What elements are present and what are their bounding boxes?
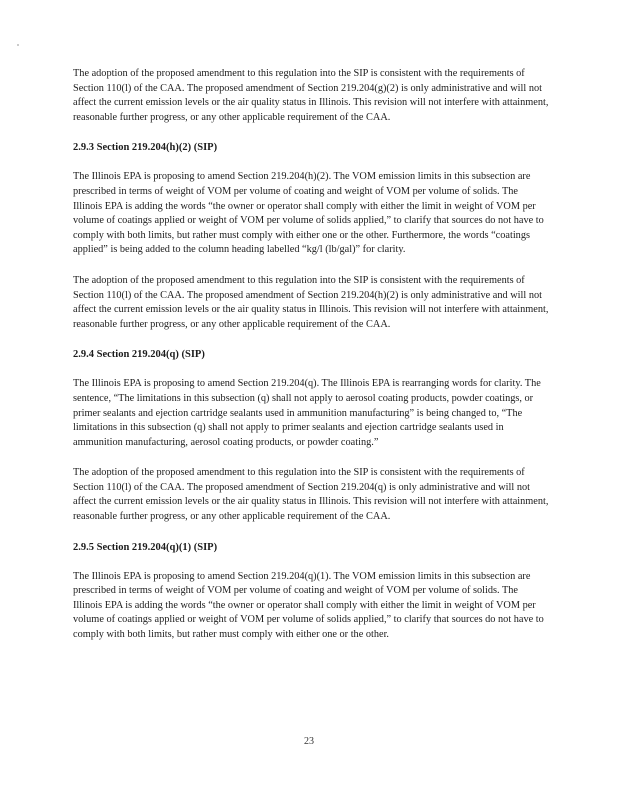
page-body bbox=[73, 67, 549, 659]
page-number: 23 bbox=[304, 736, 314, 747]
paragraph-sip-consistency-g2: The adoption of the proposed amendment to this regulation into the SIP is consistent with the requirements of Section 110(l) of the CAA. The proposed amendment of Section 219.204(g)(2) is only administrative and will not affect the current emission levels or the air quality status in Illinois. This revision will not interfere with attainment, reasonable further progress, or any other applicable requirement of the CAA. bbox=[73, 68, 549, 123]
paragraph-sip-consistency-h2: The adoption of the proposed amendment to this regulation into the SIP is consistent with the requirements of Section 110(l) of the CAA. The proposed amendment of Section 219.204(h)(2) is only administrative and will not affect the current emission levels or the air quality status in Illinois. This revision will not interfere with attainment, reasonable further progress, or any other applicable requirement of the CAA. bbox=[73, 274, 549, 330]
section-heading-2-9-5: 2.9.5 Section 219.204(q)(1) (SIP) bbox=[73, 541, 218, 553]
paragraph-amend-q1: The Illinois EPA is proposing to amend Section 219.204(q)(1). The VOM emission limits in this subsection are prescribed in terms of weight of VOM per volume of coating and weight of VOM per volume of solids. The Illinois EPA is adding the words “the owner or operator shall comply with either the limit in weight of VOM per volume of coatings applied or weight of VOM per volume of solids applied,” to clarify that sources do not have to comply with both limits, but rather must comply with either one or the other. bbox=[73, 570, 544, 641]
section-heading-2-9-3: 2.9.3 Section 219.204(h)(2) (SIP) bbox=[73, 142, 218, 154]
paragraph-sip-consistency-q: The adoption of the proposed amendment to this regulation into the SIP is consistent with the requirements of Section 110(l) of the CAA. The proposed amendment of Section 219.204(q) is only administrative and will not affect the current emission levels or the air quality status in Illinois. This revision will not interfere with attainment, reasonable further progress, or any other applicable requirement of the CAA. bbox=[73, 467, 549, 523]
scan-speck bbox=[17, 44, 19, 46]
paragraph-amend-h2: The Illinois EPA is proposing to amend Section 219.204(h)(2). The VOM emission limits in this subsection are prescribed in terms of weight of VOM per volume of coating and weight of VOM per volume of solids. The Illinois EPA is adding the words “the owner or operator shall comply with either the limit in weight of VOM per volume of coatings applied or weight of VOM per volume of solids applied,” to clarify that sources do not have to comply with both limits, but rather must comply with either one or the other. Furthermore, the words “coatings applied” is being added to the column heading labelled “kg/l (lb/gal)” for clarity. bbox=[73, 171, 544, 256]
section-heading-2-9-4: 2.9.4 Section 219.204(q) (SIP) bbox=[73, 349, 205, 361]
paragraph-amend-q: The Illinois EPA is proposing to amend Section 219.204(q). The Illinois EPA is rearranging words for clarity. The sentence, “The limitations in this subsection (q) shall not apply to aerosol coating products, powder coatings, or primer sealants and ejection cartridge sealants used in ammunition manufacturing” is being changed to, “The limitations in this subsection (q) shall not apply to primer sealants and ejection cartridge sealants used in ammunition manufacturing, aerosol coating products, or powder coating.” bbox=[73, 378, 541, 448]
